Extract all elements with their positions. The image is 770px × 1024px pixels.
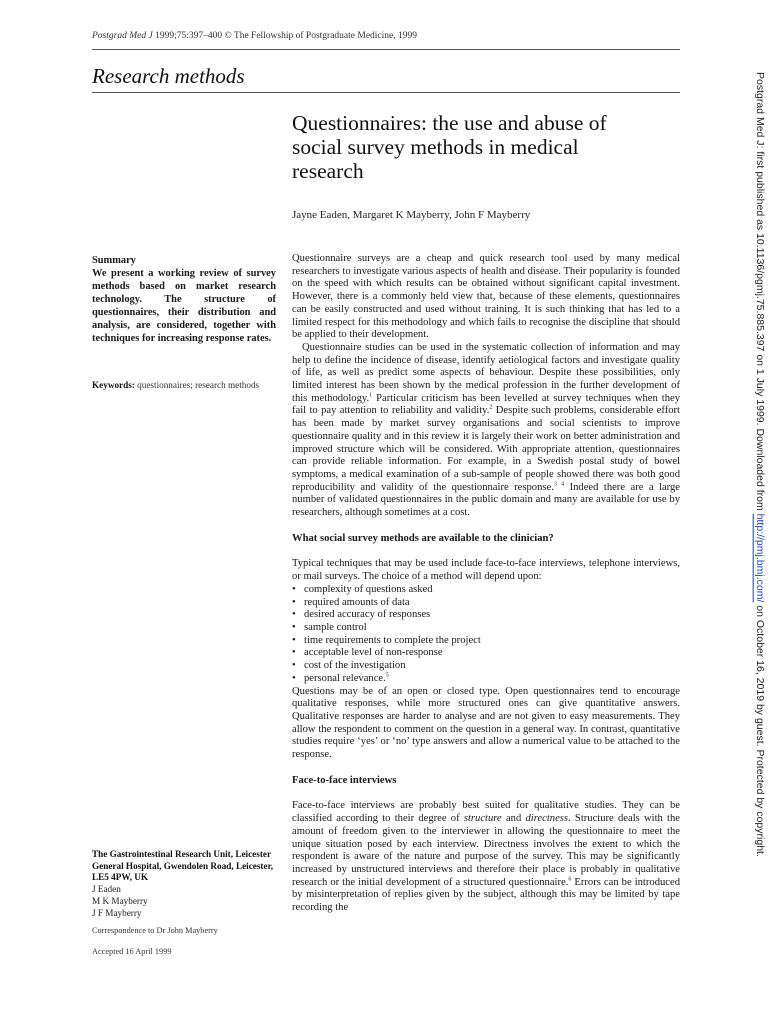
article-title: Questionnaires: the use and abuse of social survey methods in medical research <box>292 111 607 183</box>
keywords <box>92 379 276 391</box>
body-paragraph: Typical techniques that may be used include face-to-face interviews, telephone interviews, or mail surveys. The choice of a method will depend upon: <box>292 558 680 583</box>
pmj-link[interactable]: http://pmj.bmj.com/ <box>754 513 766 603</box>
affiliation-institution: The Gastrointestinal Research Unit, Leicester General Hospital, Gwendolen Road, Leicester, LE5 4PW, UK <box>92 849 274 883</box>
keywords-text: questionnaires; research methods <box>137 380 260 390</box>
reference-marker: 6 <box>568 876 572 883</box>
summary-heading: Summary <box>92 255 136 266</box>
reference-marker: 3 4 <box>553 481 565 488</box>
affiliation-name: M K Mayberry <box>92 895 148 906</box>
body-paragraph: Questions may be of an open or closed type. Open questionnaires tend to encourage qualitative responses, while more structured ones can give quantitative answers. Qualitative responses are harder to analyse and are not given to easy measurements. They allow the respondent to comment on the question in a general way. In contrast, quantitative studies require ‘yes’ or ‘no’ type answers and allow a numerical value to be attached to the response. <box>292 685 680 761</box>
list-item: • time requirements to complete the project <box>292 635 680 648</box>
list-item: • acceptable level of non-response <box>292 647 680 660</box>
summary-box <box>92 254 276 345</box>
summary-text: We present a working review of survey methods based on market research technology. The structure of questionnaires, their distribution and analysis, are considered, together with techniques for increasing response rates. <box>92 268 276 344</box>
article-authors: Jayne Eaden, Margaret K Mayberry, John F Mayberry <box>292 209 531 221</box>
body-paragraph: Questionnaire studies can be used in the systematic collection of information and may help to define the incidence of disease, identify aetiological factors and investigate quality of life, as well as predict some aspects of behaviour. Despite these possibilities, only limited interest has been shown by the medical profession in the further development of this methodology.$^1$ Particular criticism has been levelled at survey techniques when they fail to pay attention to reliability and validity.$^2$ Despite such problems, considerable effort has been made by market survey organisations and social scientists to improve questionnaire quality and in this review it is largely their work on better administration and improved structure which will be considered. With appropriate attention, questionnaires can provide reliable information. For example, in a Swedish postal study of bowel symptoms, a medical examination of a sub-sample of people showed there was both good reproducibility and validity of the questionnaire response.$^{3 4}$ Indeed there are a large number of validated questionnaires in the public domain and many are available for use by researchers, although sometimes at a cost. <box>292 341 681 519</box>
affiliation <box>92 849 276 919</box>
list-item: • desired accuracy of responses <box>292 609 680 622</box>
reference-marker: 5 <box>385 672 389 679</box>
affiliation-name: J Eaden <box>92 884 121 895</box>
journal-citation <box>92 31 417 41</box>
keywords-label: Keywords: <box>92 380 135 390</box>
body-paragraph: Face-to-face interviews are probably best suited for qualitative studies. They can be classified according to their degree of structure and directness. Structure deals with the amount of freedom given to the interviewer in allowing the questionnaire to meet the unique situation posed by each interview. Directness involves the extent to which the respondent is aware of the nature and purpose of the survey. This may be significantly increased by unstructured interviews and therefore their place is probably in qualitative research or the initial development of a structured questionnaire.$^6$ Errors can be introduced by misinterpretation of replies given by the subject, although this may be limited by tape recording the <box>292 800 680 914</box>
article-body <box>292 253 680 915</box>
affiliation-name: J F Mayberry <box>92 907 142 918</box>
list-item: • personal relevance.$^5$ <box>292 673 680 686</box>
bullet-list <box>292 584 680 686</box>
list-item: • complexity of questions asked <box>292 584 680 597</box>
header-rule-top <box>92 49 680 50</box>
section-heading: What social survey methods are available to the clinician? <box>292 532 554 544</box>
section-heading: Face-to-face interviews <box>292 774 397 786</box>
reference-marker: 1 <box>369 392 373 399</box>
reference-marker: 2 <box>489 404 493 411</box>
section-title: Research methods <box>92 64 245 88</box>
citation-details: 1999;75:397–400 © The Fellowship of Postgraduate Medicine, 1999 <box>152 31 417 41</box>
body-paragraph: Questionnaire surveys are a cheap and quick research tool used by many medical researchers to investigate various aspects of health and disease. Their popularity is founded on the speed with which results can be obtained without significant capital investment. However, there is a commonly held view that, because of these elements, questionnaires can be easily constructed and used without training. It is such thinking that has led to a limited respect for this methodology and which fails to recognise the discipline that should be applied to their development. <box>292 253 680 341</box>
accepted-date: Accepted 16 April 1999 <box>92 947 172 956</box>
correspondence: Correspondence to Dr John Mayberry <box>92 926 218 935</box>
list-item: • sample control <box>292 622 680 635</box>
list-item: • required amounts of data <box>292 597 680 610</box>
journal-name: Postgrad Med J <box>92 31 153 41</box>
side-watermark: Postgrad Med J: first published as 10.1136/pgmj.75.885.397 on 1 July 1999. Downloaded from http://pmj.bmj.com/ on October 16, 2019 by guest. Protected by copyright. <box>754 72 766 857</box>
header-rule-bottom <box>92 92 680 93</box>
list-item: • cost of the investigation <box>292 660 680 673</box>
